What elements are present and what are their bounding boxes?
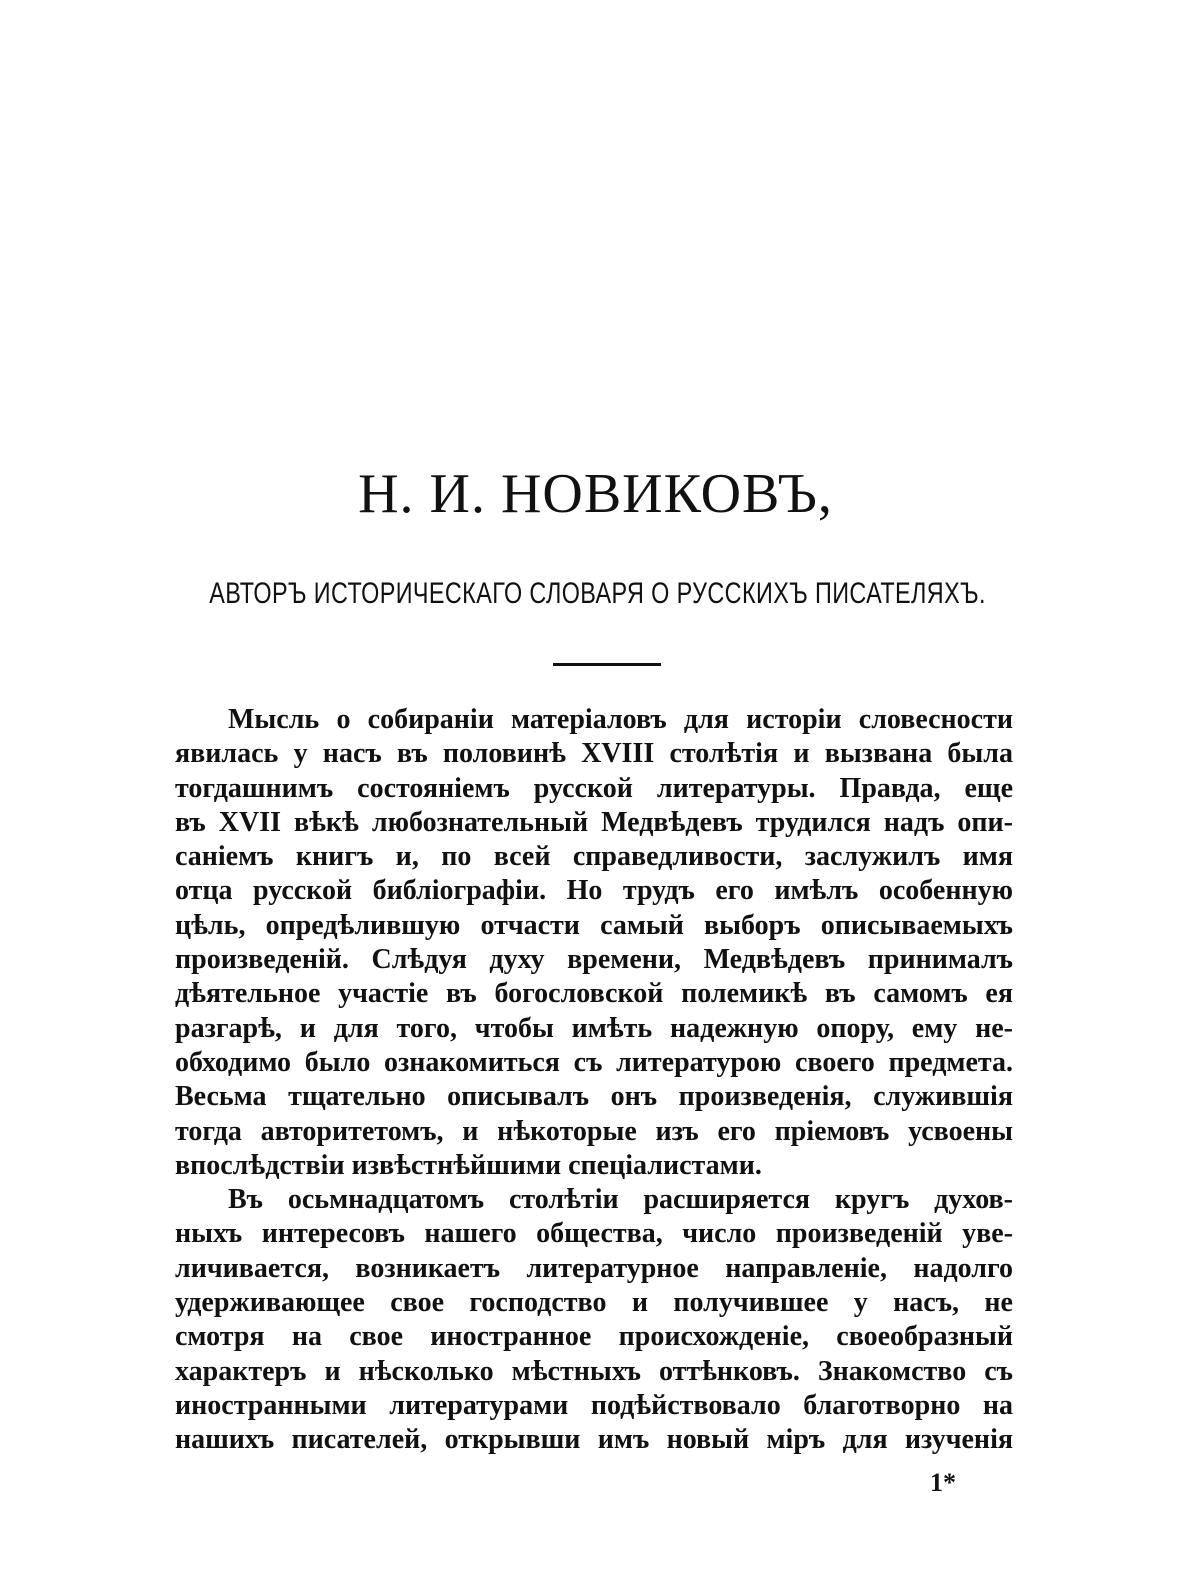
text-line: тогдашнимъ состояніемъ русской литературы. Правда, еще (175, 772, 1013, 804)
text-line: впослѣдствіи извѣстнѣйшими спеціалистами. (175, 1149, 762, 1181)
text-line: удерживающее свое господство и получившее у насъ, не (175, 1287, 1013, 1319)
text-line: иностранными литературами подѣйствовало благотворно на (175, 1389, 1013, 1421)
text-line: характеръ и нѣсколько мѣстныхъ оттѣнковъ. Знакомство съ (175, 1355, 1013, 1387)
paragraph-2 (175, 1183, 1013, 1457)
page-subtitle: АВТОРЪ ИСТОРИЧЕСКАГО СЛОВАРЯ О РУССКИХЪ ПИСАТЕЛЯХЪ. (209, 577, 986, 610)
text-line: въ XVII вѣкѣ любознательный Медвѣдевъ трудился надъ опи- (175, 806, 1013, 838)
body-text (175, 703, 1013, 1458)
text-line: разгарѣ, и для того, чтобы имѣть надежную опору, ему не- (175, 1012, 1013, 1044)
text-line: произведеній. Слѣдуя духу времени, Медвѣдевъ принималъ (175, 944, 1013, 976)
text-line: смотря на свое иностранное происхожденіе, своеобразный (175, 1321, 1013, 1353)
text-line: явилась у насъ въ половинѣ XVIII столѣтія и вызвана была (175, 738, 1013, 770)
signature-mark: 1* (930, 1468, 956, 1497)
text-line: цѣль, опредѣлившую отчасти самый выборъ описываемыхъ (175, 909, 1013, 941)
text-line: Мысль о собираніи матеріаловъ для исторіи словесности (228, 704, 1013, 735)
text-line: Весьма тщательно описывалъ онъ произведенія, служившія (175, 1081, 1013, 1113)
text-line: саніемъ книгъ и, по всей справедливости, заслужилъ имя (175, 841, 1013, 873)
page-title: Н. И. НОВИКОВЪ, (358, 463, 833, 525)
text-line: отца русской библіографіи. Но трудъ его имѣлъ особенную (175, 875, 1013, 907)
text-line: ныхъ интересовъ нашего общества, число произведеній уве- (175, 1218, 1013, 1250)
paragraph-1 (175, 703, 1013, 1183)
text-line: Въ осьмнадцатомъ столѣтіи расширяется кругъ духов- (228, 1184, 1013, 1216)
text-line: тогда авторитетомъ, и нѣкоторые изъ его пріемовъ усвоены (175, 1115, 1013, 1147)
text-line: нашихъ писателей, открывши имъ новый міръ для изученія (175, 1424, 1013, 1456)
text-line: личивается, возникаетъ литературное направленіе, надолго (175, 1252, 1013, 1284)
text-line: обходимо было ознакомиться съ литературою своего предмета. (175, 1046, 1013, 1078)
text-line: дѣятельное участіе въ богословской полемикѣ въ самомъ ея (175, 978, 1013, 1010)
title-divider (553, 663, 661, 666)
